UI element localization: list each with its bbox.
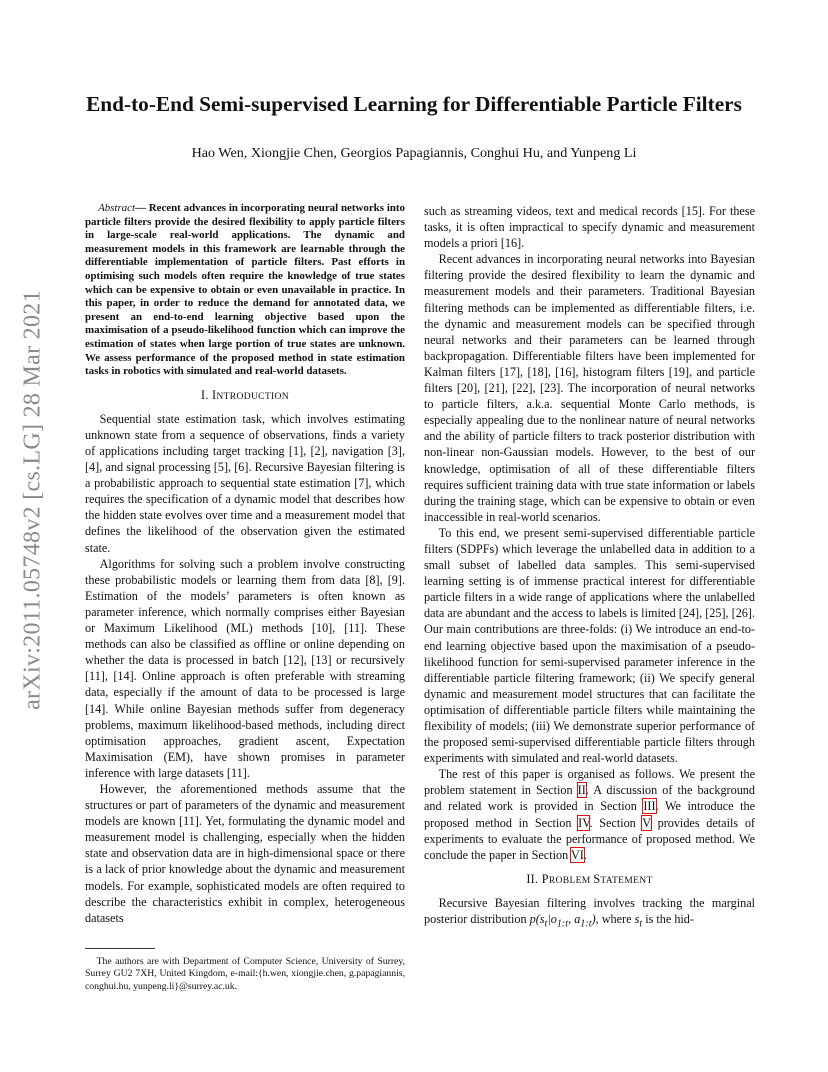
paper-title: End-to-End Semi-supervised Learning for Differentiable Particle Filters (86, 92, 742, 116)
abstract-text: Recent advances in incorporating neural networks into particle filters provide the desired flexibility to apply particle filters in large-scale real-world applications. The dynamic and measurement models in this framework are learnable through the differentiable implementation of particle filters. Past efforts in optimising such models often require the knowledge of true states which can be expensive to obtain or even unavailable in practice. In this paper, in order to reduce the demand for annotated data, we present an end-to-end learning objective based upon the maximisation of a pseudo-likelihood function which can improve the estimation of states when large portion of true states are unknown. We assess performance of the proposed method in state estimation tasks in robotics with simulated and real-world datasets. (85, 202, 405, 378)
right-paragraph-3: To this end, we present semi-supervised differentiable particle filters (SDPFs) which leverage the unlabelled data in addition to a small subset of labelled data samples. This semi-supervised learning setting is of immense practical interest for differentiable particle filters in a wide range of applications where the unlabelled data are abundant and the access to labels is limited [24], [25], [26]. Our main contributions are three-folds: (i) We introduce an end-to-end learning objective based upon the maximisation of a pseudo-likelihood function for semi-supervised parameter inference in the differentiable particle filtering framework; (ii) We specify general dynamic and measurement model structures that can facilitate the optimisation of differentiable particle filters while maintaining the flexibility of models; (iii) We demonstrate superior performance of the proposed semi-supervised differentiable particle filters through experiments with simulated and real-world datasets. (424, 525, 755, 766)
section-link-v[interactable]: V (642, 815, 651, 830)
section-link-vi[interactable]: VI (571, 847, 584, 862)
right-paragraph-4: The rest of this paper is organised as follows. We present the problem statement in Section II. A discussion of the background and related work is provided in Section III. We introduce the proposed method in Section IV. Section V provides details of experiments to evaluate the performance of proposed method. We conclude the paper in Section VI. (424, 767, 755, 862)
section-heading-problem-statement: II. PROBLEM STATEMENT (526, 871, 653, 886)
left-column (85, 202, 405, 926)
abstract (85, 202, 405, 379)
right-paragraph-2: Recent advances in incorporating neural networks into Bayesian filtering provide the desired flexibility to learn the dynamic and measurement models and their parameters. Traditional Bayesian filtering methods can be implemented as differentiable filters, i.e. the dynamic and measurement models can be specified through neural networks and their parameters can be learned through backpropagation. Differentiable filters have been implemented for Kalman filters [17], [18], [16], histogram filters [19], and particle filters [20], [21], [22], [23]. The incorporation of neural networks to particle filters, a.k.a. sequential Monte Carlo methods, is especially appealing due to the nonlinear nature of neural networks and the ability of particle filters to track posterior distribution with non-linear non-Gaussian models. However, to the best of our knowledge, optimisation of all of these differentiable filters requires sufficient training data with true state information or labels during the training stage, which can be expensive to obtain or even inaccessible in real-world scenarios. (424, 252, 755, 524)
section-link-iii[interactable]: III (643, 799, 656, 814)
right-column (424, 203, 755, 933)
section-heading-introduction: I. INTRODUCTION (200, 387, 289, 402)
intro-paragraph-1: Sequential state estimation task, which involves estimating unknown state from a sequence of observations, finds a variety of applications including target tracking [1], [2], navigation [3], [4], and signal processing [5], [6]. Recursive Bayesian filtering is a probabilistic approach to sequential state estimation [7], which requires the specification of a dynamic model that describes how the hidden state evolves over time and a measurement model that defines the likelihood of the observation given the estimated state. (85, 411, 405, 555)
abstract-lead: Abstract (98, 202, 135, 214)
paper-authors: Hao Wen, Xiongjie Chen, Georgios Papagiannis, Conghui Hu, and Yunpeng Li (191, 145, 637, 161)
arxiv-identifier (18, 290, 48, 710)
footnote-rule (85, 948, 155, 949)
footnote: The authors are with Department of Computer Science, University of Surrey, Surrey GU2 7XH, United Kingdom, e-mail:{h.wen, xiongjie.chen, g.papagiannis, conghui.hu, yunpeng.li}@surrey.ac.uk. (85, 956, 405, 992)
arxiv-identifier-text: arXiv:2011.05748v2 [cs.LG] 28 Mar 2021 (19, 290, 46, 710)
intro-paragraph-2: Algorithms for solving such a problem involve constructing these probabilistic models or learning them from data [8], [9]. Estimation of the models’ parameters is often known as parameter inference, which normally comprises either Bayesian or Maximum Likelihood (ML) methods [10], [11]. These methods can also be classified as offline or online depending on whether the data is processed in batch [12], [13] or recursively [11], [14]. Online approach is often preferable with streaming data, especially if the amount of data to be processed is large [14]. While online Bayesian methods suffer from degeneracy problems, maximum likelihood-based methods, including direct optimisation approaches, gradient ascent, Expectation Maximisation (EM), have shown promises in parameter inference with large datasets [11]. (85, 556, 405, 780)
section-link-ii[interactable]: II (577, 783, 586, 798)
right-paragraph-5: Recursive Bayesian filtering involves tracking the marginal posterior distribution $p(s_t|o_{1:t}$, $a_{1:t}$), where $s_t$ is the hid- (424, 895, 755, 930)
section-link-iv[interactable]: IV (578, 815, 590, 830)
math-state: $s_t$ (634, 912, 643, 930)
math-posterior: $p(s_t|o_{1:t}$, $a_{1:t}$) (529, 912, 596, 930)
abstract-dash: — (134, 202, 149, 214)
right-paragraph-1: such as streaming videos, text and medical records [15]. For these tasks, it is often impractical to specify dynamic and measurement models a priori [16]. (424, 204, 755, 251)
intro-paragraph-3: However, the aforementioned methods assume that the structures or part of parameters of the dynamic and measurement models are known [11]. Yet, formulating the dynamic model and measurement model is challenging, especially when the hidden state and observation data are in high-dimensional space or there is a lack of prior knowledge about the dynamic and measurement models. For example, sophisticated models are often required to describe the characteristics exhibit in complex, heterogeneous datasets (85, 781, 405, 925)
